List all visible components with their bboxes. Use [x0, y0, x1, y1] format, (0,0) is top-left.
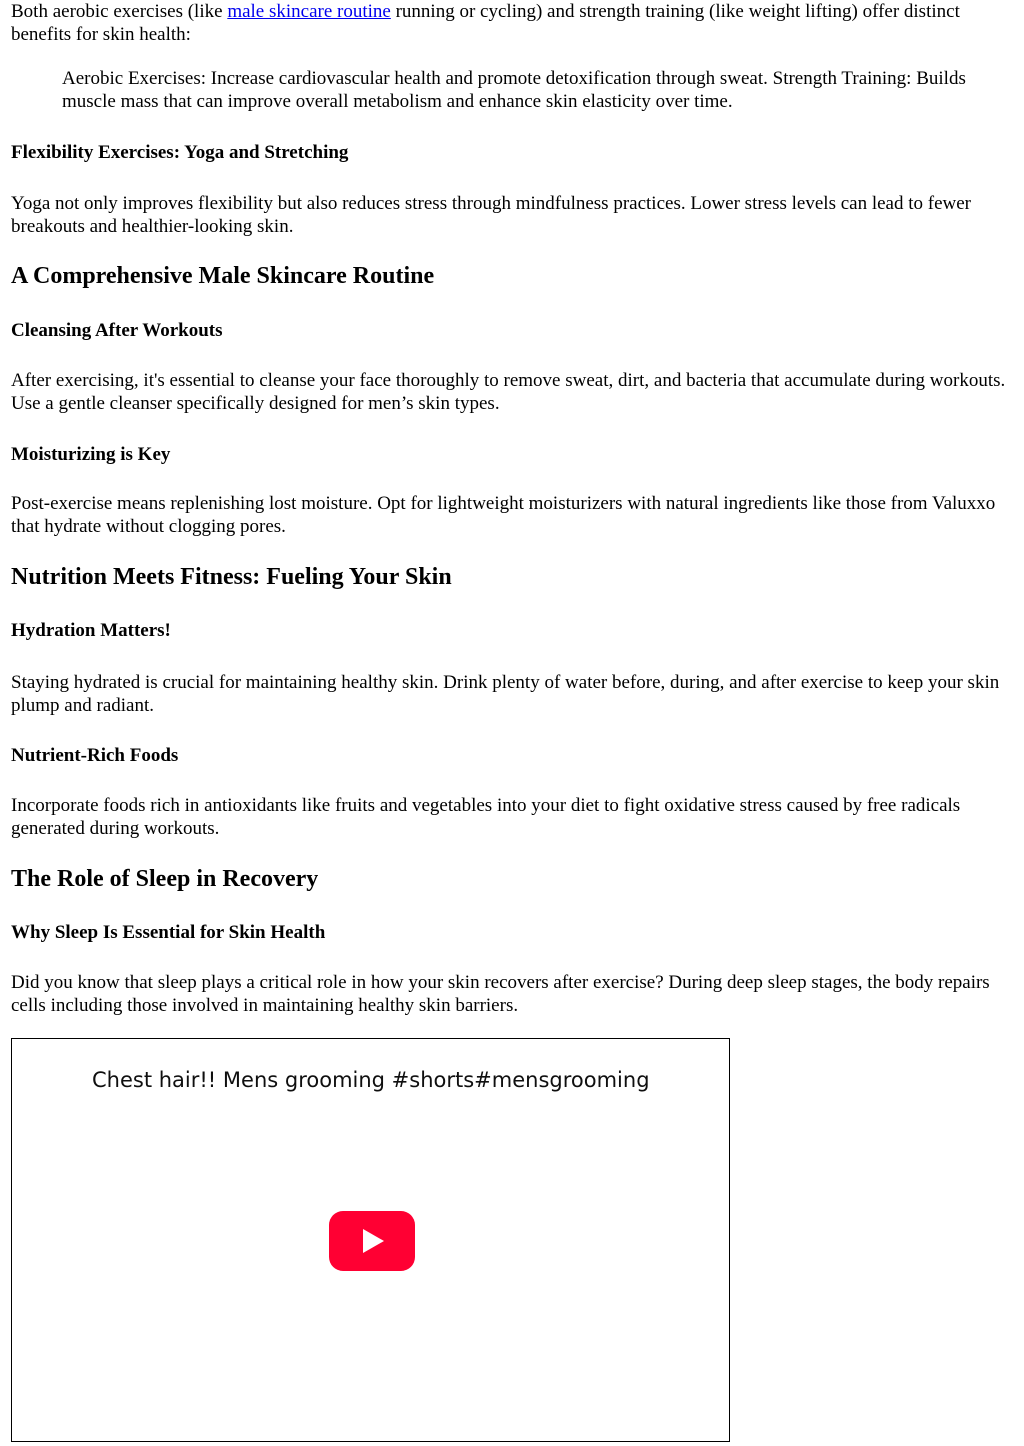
youtube-play-icon[interactable] [329, 1211, 415, 1271]
cleansing-heading: Cleansing After Workouts [11, 320, 223, 341]
nutrition-heading: Nutrition Meets Fitness: Fueling Your Skin [11, 564, 452, 590]
exercise-benefits-quote: Aerobic Exercises: Increase cardiovascular health and promote detoxification through sweat. Strength Training: Builds muscle mass that can improve overall metabolism and enhance skin elasticity over time. [62, 68, 966, 112]
sleep-sub-heading: Why Sleep Is Essential for Skin Health [11, 922, 326, 943]
cleansing-paragraph: After exercising, it's essential to cleanse your face thoroughly to remove sweat, dirt, and bacteria that accumulate during workouts. Use a gentle cleanser specifically designed for men’s skin types. [11, 370, 1006, 414]
nutrient-heading: Nutrient-Rich Foods [11, 745, 179, 766]
routine-heading: A Comprehensive Male Skincare Routine [11, 263, 435, 289]
intro-text-after: running or cycling) and strength training (like weight lifting) offer distinct benefits for skin health: [11, 1, 960, 45]
play-button-graphic [329, 1211, 415, 1271]
sleep-heading: The Role of Sleep in Recovery [11, 866, 319, 892]
intro-text-before: Both aerobic exercises (like [11, 1, 228, 22]
hydration-heading: Hydration Matters! [11, 620, 171, 641]
video-title[interactable]: Chest hair!! Mens grooming #shorts#mensgrooming [92, 1068, 650, 1092]
skincare-routine-link[interactable]: male skincare routine [227, 1, 391, 22]
flexibility-paragraph: Yoga not only improves flexibility but also reduces stress through mindfulness practices. Lower stress levels can lead to fewer breakouts and healthier-looking skin. [11, 193, 971, 237]
nutrient-paragraph: Incorporate foods rich in antioxidants like fruits and vegetables into your diet to fight oxidative stress caused by free radicals generated during workouts. [11, 795, 961, 839]
video-embed[interactable] [11, 1038, 730, 1442]
moisturizing-paragraph: Post-exercise means replenishing lost moisture. Opt for lightweight moisturizers with natural ingredients like those from Valuxxo that hydrate without clogging pores. [11, 493, 996, 537]
flexibility-heading: Flexibility Exercises: Yoga and Stretching [11, 142, 349, 163]
sleep-paragraph: Did you know that sleep plays a critical role in how your skin recovers after exercise? During deep sleep stages, the body repairs cells including those involved in maintaining healthy skin barriers. [11, 972, 990, 1016]
hydration-paragraph: Staying hydrated is crucial for maintaining healthy skin. Drink plenty of water before, during, and after exercise to keep your skin plump and radiant. [11, 672, 1000, 716]
moisturizing-heading: Moisturizing is Key [11, 444, 171, 465]
intro-paragraph [11, 0, 1017, 46]
